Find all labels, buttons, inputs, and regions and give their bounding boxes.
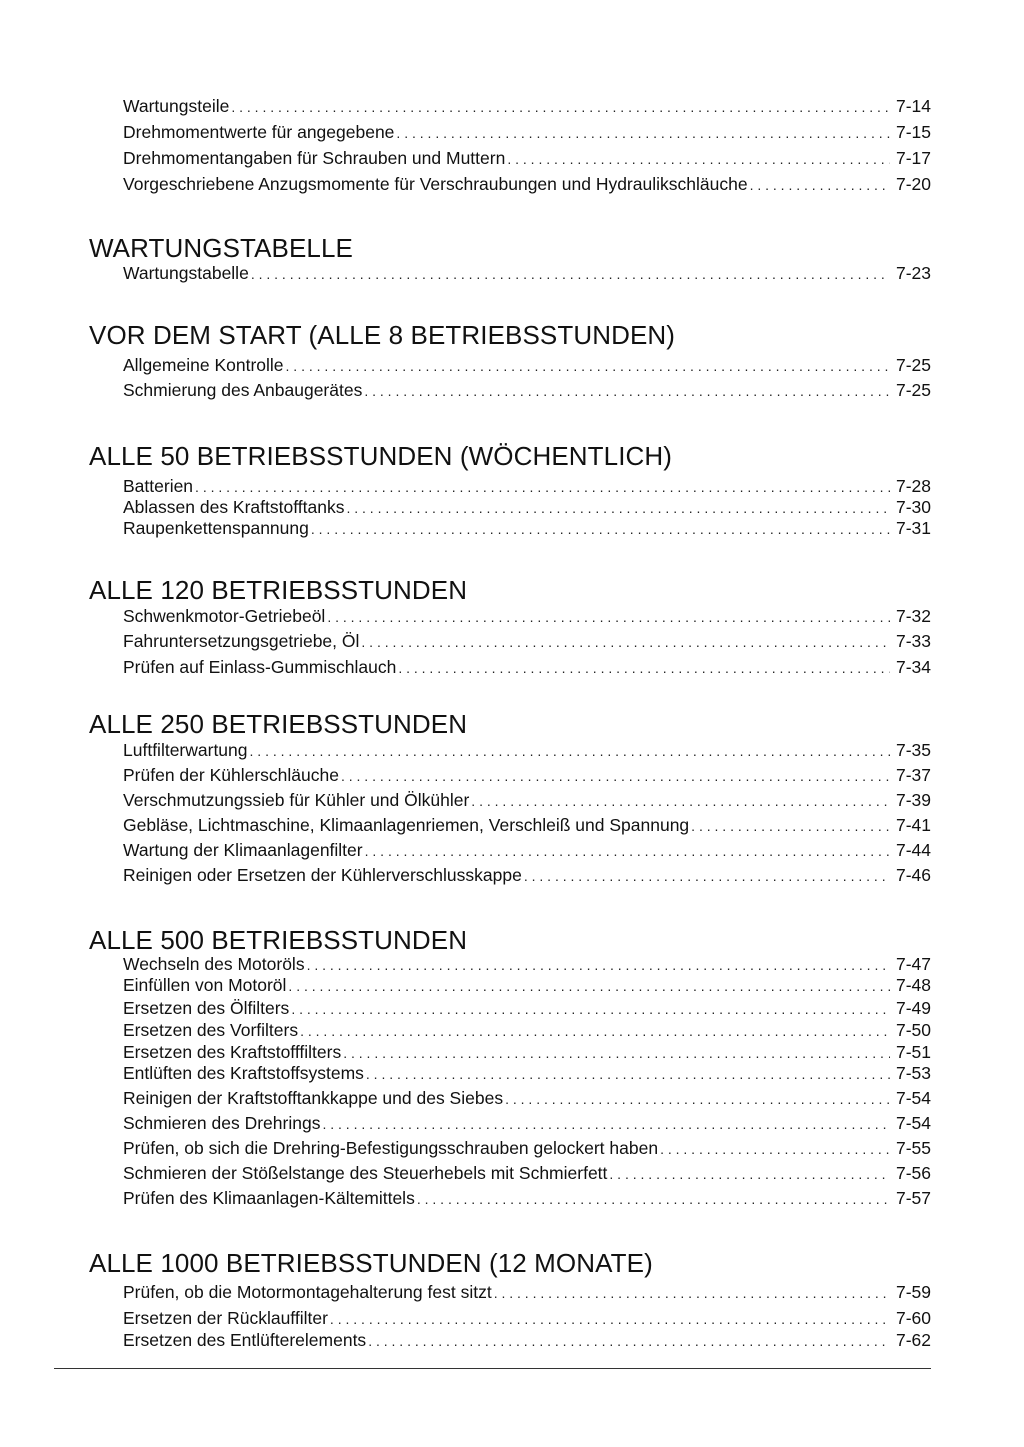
entry-label: Entlüften des Kraftstoffsystems [123,1063,364,1083]
entry-label: Ersetzen des Vorfilters [123,1020,299,1040]
entry-label: Batterien [123,476,194,496]
section-heading: ALLE 50 BETRIEBSSTUNDEN (WÖCHENTLICH) [89,441,673,471]
entry-page: 7-53 [895,1063,931,1083]
entry-label: Wartung der Klimaanlagenfilter [123,840,363,860]
entry-label: Wartungstabelle [123,263,249,283]
entry-page: 7-60 [895,1308,931,1328]
entry-page: 7-48 [895,975,931,995]
entry-label: Prüfen, ob die Motormontagehalterung fest sitzt [123,1282,492,1302]
entry-label: Schmieren des Drehrings [123,1113,321,1133]
entry-label: Gebläse, Lichtmaschine, Klimaanlagenriemen, Verschleiß und Spannung [123,815,690,835]
entry-page: 7-62 [895,1330,931,1350]
toc-entry[interactable] [123,814,931,836]
toc-entry[interactable] [123,95,931,117]
entry-page: 7-31 [895,518,931,538]
toc-entry[interactable] [123,1281,931,1303]
dot-leader [609,1163,890,1185]
entry-page: 7-37 [895,765,931,785]
toc-entry[interactable] [123,1019,931,1041]
entry-label: Raupenkettenspannung [123,518,309,538]
dot-leader [343,1042,890,1064]
toc-entry[interactable] [123,997,931,1019]
dot-leader [396,122,890,144]
toc-entry[interactable] [123,864,931,886]
toc-entry[interactable] [123,496,931,518]
entry-page: 7-30 [895,497,931,517]
dot-leader [524,865,890,887]
toc-entry[interactable] [123,839,931,861]
toc-entry[interactable] [123,630,931,652]
dot-leader [195,476,890,498]
dot-leader [307,954,890,976]
dot-leader [250,740,890,762]
entry-label: Drehmomentangaben für Schrauben und Muttern [123,148,506,168]
dot-leader [368,1330,890,1352]
entry-label: Schmierung des Anbaugerätes [123,380,363,400]
entry-page: 7-32 [895,606,931,626]
toc-entry[interactable] [123,656,931,678]
entry-page: 7-39 [895,790,931,810]
entry-page: 7-20 [895,174,931,194]
entry-label: Wartungsteile [123,96,230,116]
toc-entry[interactable] [123,1162,931,1184]
entry-label: Prüfen der Kühlerschläuche [123,765,339,785]
entry-page: 7-44 [895,840,931,860]
toc-entry[interactable] [123,1087,931,1109]
entry-label: Allgemeine Kontrolle [123,355,284,375]
dot-leader [311,518,890,540]
entry-page: 7-25 [895,380,931,400]
toc-entry[interactable] [123,953,931,975]
dot-leader [286,355,890,377]
dot-leader [507,148,890,170]
dot-leader [361,631,890,653]
section-heading: WARTUNGSTABELLE [89,233,353,263]
toc-entry[interactable] [123,1112,931,1134]
toc-entry[interactable] [123,517,931,539]
entry-label: Ersetzen des Kraftstofffilters [123,1042,342,1062]
toc-entry[interactable] [123,262,931,284]
dot-leader [300,1020,890,1042]
entry-page: 7-46 [895,865,931,885]
entry-label: Vorgeschriebene Anzugsmomente für Verschraubungen und Hydraulikschläuche [123,174,748,194]
dot-leader [291,998,890,1020]
entry-page: 7-15 [895,122,931,142]
toc-entry[interactable] [123,379,931,401]
entry-page: 7-56 [895,1163,931,1183]
entry-label: Ablassen des Kraftstofftanks [123,497,345,517]
dot-leader [366,1063,890,1085]
dot-leader [251,263,890,285]
toc-entry[interactable] [123,147,931,169]
entry-page: 7-35 [895,740,931,760]
dot-leader [322,1113,890,1135]
section-heading: ALLE 250 BETRIEBSSTUNDEN [89,709,468,739]
dot-leader [346,497,890,519]
section-heading: VOR DEM START (ALLE 8 BETRIEBSSTUNDEN) [89,320,676,350]
dot-leader [750,174,890,196]
toc-entry[interactable] [123,739,931,761]
entry-page: 7-55 [895,1138,931,1158]
toc-entry[interactable] [123,974,931,996]
entry-page: 7-49 [895,998,931,1018]
dot-leader [505,1088,890,1110]
entry-page: 7-25 [895,355,931,375]
entry-page: 7-59 [895,1282,931,1302]
entry-label: Prüfen, ob sich die Drehring-Befestigungsschrauben gelockert haben [123,1138,659,1158]
entry-page: 7-28 [895,476,931,496]
dot-leader [341,765,890,787]
dot-leader [365,840,890,862]
toc-entry[interactable] [123,354,931,376]
dot-leader [288,975,890,997]
entry-label: Fahruntersetzungsgetriebe, Öl [123,631,360,651]
toc-entry[interactable] [123,764,931,786]
entry-label: Prüfen des Klimaanlagen-Kältemittels [123,1188,415,1208]
dot-leader [691,815,890,837]
entry-label: Einfüllen von Motoröl [123,975,287,995]
entry-page: 7-33 [895,631,931,651]
entry-label: Ersetzen der Rücklauffilter [123,1308,328,1328]
toc-entry[interactable] [123,173,931,195]
toc-entry[interactable] [123,789,931,811]
entry-page: 7-54 [895,1088,931,1108]
toc-entry[interactable] [123,605,931,627]
entry-label: Verschmutzungssieb für Kühler und Ölkühler [123,790,470,810]
entry-page: 7-54 [895,1113,931,1133]
toc-entry[interactable] [123,475,931,497]
bottom-divider [54,1368,931,1369]
dot-leader [660,1138,890,1160]
entry-label: Schmieren der Stößelstange des Steuerhebels mit Schmierfett [123,1163,608,1183]
entry-label: Luftfilterwartung [123,740,248,760]
entry-label: Reinigen der Kraftstofftankkappe und des Siebes [123,1088,504,1108]
dot-leader [471,790,890,812]
entry-page: 7-17 [895,148,931,168]
section-heading: ALLE 500 BETRIEBSSTUNDEN [89,925,468,955]
entry-label: Prüfen auf Einlass-Gummischlauch [123,657,397,677]
toc-entry[interactable] [123,1041,931,1063]
entry-label: Drehmomentwerte für angegebene [123,122,395,142]
dot-leader [494,1282,890,1304]
entry-label: Schwenkmotor-Getriebeöl [123,606,326,626]
dot-leader [364,380,890,402]
dot-leader [231,96,890,118]
toc-entry[interactable] [123,1329,931,1351]
entry-label: Ersetzen des Ölfilters [123,998,290,1018]
entry-page: 7-34 [895,657,931,677]
entry-page: 7-14 [895,96,931,116]
toc-entry[interactable] [123,1187,931,1209]
entry-page: 7-57 [895,1188,931,1208]
entry-label: Reinigen oder Ersetzen der Kühlerverschlusskappe [123,865,522,885]
entry-page: 7-51 [895,1042,931,1062]
entry-page: 7-23 [895,263,931,283]
toc-entry[interactable] [123,1137,931,1159]
toc-entry[interactable] [123,1062,931,1084]
entry-label: Wechseln des Motoröls [123,954,305,974]
section-heading: ALLE 1000 BETRIEBSSTUNDEN (12 MONATE) [89,1248,653,1278]
toc-entry[interactable] [123,1307,931,1329]
dot-leader [330,1308,890,1330]
entry-page: 7-50 [895,1020,931,1040]
entry-page: 7-47 [895,954,931,974]
section-heading: ALLE 120 BETRIEBSSTUNDEN [89,575,468,605]
dot-leader [417,1188,890,1210]
entry-page: 7-41 [895,815,931,835]
toc-entry[interactable] [123,121,931,143]
entry-label: Ersetzen des Entlüfterelements [123,1330,367,1350]
dot-leader [398,657,890,679]
dot-leader [327,606,890,628]
